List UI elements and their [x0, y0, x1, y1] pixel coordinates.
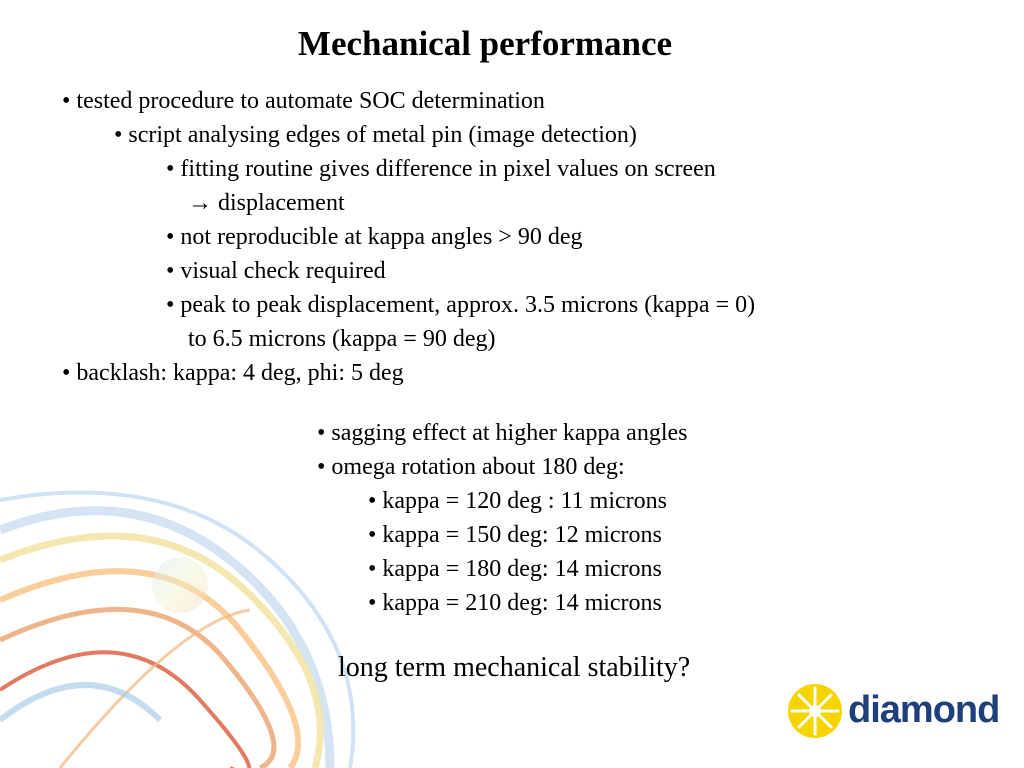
bullet-kappa-180: • kappa = 180 deg: 14 microns [368, 556, 662, 582]
bullet-fitting-routine: • fitting routine gives difference in pixel values on screen [166, 156, 716, 182]
bullet-sagging: • sagging effect at higher kappa angles [317, 420, 688, 446]
closing-question: long term mechanical stability? [338, 652, 691, 683]
bullet-script-edges: • script analysing edges of metal pin (image detection) [114, 122, 637, 148]
bullet-peak-continuation: to 6.5 microns (kappa = 90 deg) [188, 326, 496, 352]
bullet-backlash: • backlash: kappa: 4 deg, phi: 5 deg [62, 360, 404, 386]
bullet-omega-rotation: • omega rotation about 180 deg: [317, 454, 625, 480]
logo-wordmark: diamond [848, 689, 1000, 731]
bullet-automate-soc: • tested procedure to automate SOC determination [62, 88, 545, 114]
bullet-kappa-120: • kappa = 120 deg : 11 microns [368, 488, 667, 514]
slide-title: Mechanical performance [297, 24, 673, 63]
diamond-logo [784, 680, 1000, 742]
bullet-displacement-arrow: → displacement [188, 190, 345, 216]
bullet-peak-to-peak: • peak to peak displacement, approx. 3.5 microns (kappa = 0) [166, 292, 756, 318]
bullet-kappa-210: • kappa = 210 deg: 14 microns [368, 590, 662, 616]
diamond-star-icon [784, 680, 846, 742]
bullet-visual-check: • visual check required [166, 258, 386, 284]
bullet-not-reproducible: • not reproducible at kappa angles > 90 deg [166, 224, 583, 250]
bullet-kappa-150: • kappa = 150 deg: 12 microns [368, 522, 662, 548]
